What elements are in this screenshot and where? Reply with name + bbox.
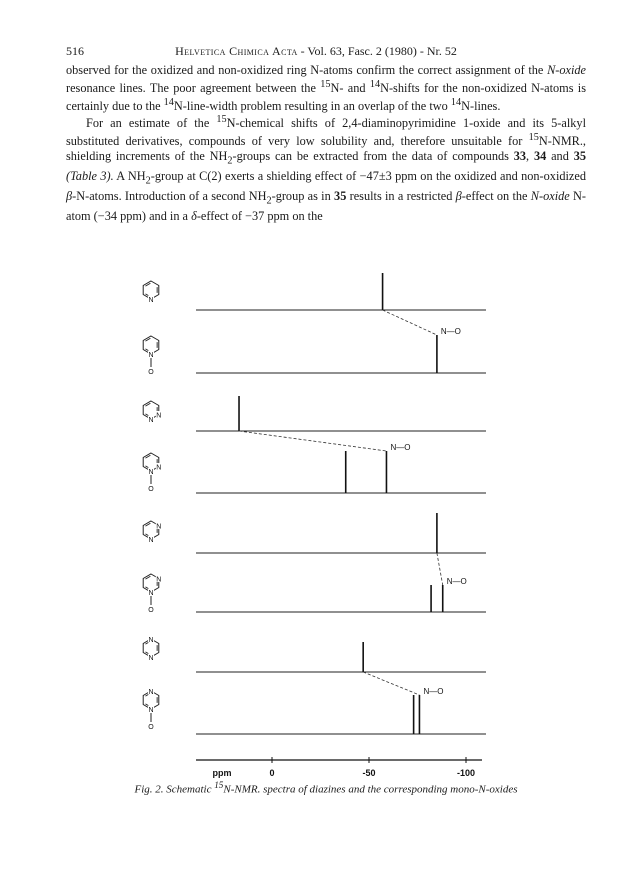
isotope-sup: 15 (320, 78, 331, 90)
journal-name: Helvetica Chimica Acta (175, 44, 298, 58)
page-number: 516 (66, 44, 84, 58)
spectra (196, 273, 486, 734)
text-run: -effect of −37 ppm on the (196, 209, 323, 224)
tick-label: -50 (362, 768, 376, 778)
atom-n: N (148, 689, 154, 696)
atom-o: O (148, 724, 154, 731)
molecule-structure (143, 336, 159, 376)
caption-text: Schematic (166, 783, 215, 796)
isotope-sup: 14 (450, 96, 462, 108)
molecule-structure (143, 688, 159, 732)
isotope-sup: 15 (528, 132, 539, 144)
text-run: N-lines. (461, 98, 501, 113)
compound-35: 35 (334, 189, 347, 204)
greek-beta: β (455, 189, 462, 204)
text-run: N-oxide (547, 63, 586, 77)
text-run: -group at C(2) exerts a shielding effect of −47±3 ppm on the oxidized and non-oxidized (150, 169, 586, 184)
atom-n: N (156, 412, 162, 420)
structures (143, 281, 162, 731)
text-run: -N-atoms. Introduction of a second NH (72, 189, 267, 204)
noxide-label: N—O (440, 327, 461, 336)
shift-correlation-dashed (363, 672, 419, 695)
atom-n: N (148, 707, 154, 714)
text-run: A NH (113, 169, 146, 184)
text-run: N-line-width problem resulting in an overlap of the two (173, 98, 451, 113)
isotope-sup: 14 (163, 96, 174, 108)
greek-beta: β (66, 189, 73, 204)
table-reference: (Table 3). (66, 169, 114, 184)
text-run: -effect on the (461, 189, 531, 204)
tick-label: -100 (456, 768, 476, 778)
compound-35: 35 (573, 148, 586, 163)
journal-volume: - Vol. 63, Fasc. 2 (1980) - Nr. 52 (297, 44, 457, 58)
text-run: For an estimate of the (86, 116, 217, 131)
molecule-structure (143, 574, 162, 614)
isotope-sup: 14 (369, 78, 381, 90)
noxide-label: N—O (446, 577, 467, 586)
compound-34: 34 (533, 148, 547, 163)
shift-correlation-dashed (383, 310, 437, 335)
text-run: N- and (330, 80, 370, 95)
caption-label: Fig. 2. (134, 783, 167, 796)
shift-correlation-dashed (239, 431, 386, 451)
text-run: and (546, 148, 574, 163)
text-run: observed for the oxidized and non-oxidized ring N-atoms confirm the correct assignment of the (66, 63, 548, 77)
subscript: 2 (145, 175, 151, 187)
atom-n: N (148, 469, 154, 476)
greek-delta: δ (191, 209, 197, 224)
text-run: -groups can be extracted from the data of compounds (232, 148, 514, 163)
caption-text: N-NMR. spectra of diazines and the corresponding mono-N-oxides (223, 783, 518, 796)
figure-caption (66, 780, 586, 796)
atom-n: N (148, 637, 154, 644)
noxide-label: N—O (390, 443, 411, 452)
text-run: N-atom (−34 ppm) and in a (66, 189, 586, 224)
atom-n: N (148, 297, 154, 304)
subscript: 2 (227, 155, 233, 167)
text-run: N-shifts for the non-oxidized N-atoms is certainly due to the (66, 80, 586, 113)
isotope-sup: 15 (216, 114, 227, 126)
text-run: N-chemical shifts of 2,4-diaminopyrimidine 1-oxide and its 5-alkyl substituted derivatives, compounds of very low solubility and, therefore unsuitable for (66, 116, 586, 149)
text-run: N-NMR., shielding increments of the NH (66, 134, 586, 163)
molecule-structure (143, 636, 159, 663)
shift-correlation-dashed (437, 553, 443, 585)
atom-n: N (156, 523, 162, 531)
text-run: resonance lines. The poor agreement between the (66, 80, 321, 95)
noxide-label: N—O (423, 687, 444, 696)
atom-n: N (148, 537, 154, 544)
tick-label: 0 (269, 768, 275, 778)
atom-o: O (148, 369, 154, 376)
atom-o: O (148, 607, 154, 614)
axis-label: ppm (212, 768, 232, 778)
text-run: N-oxide (530, 189, 570, 204)
atom-n: N (148, 590, 154, 597)
molecule-structure (143, 281, 159, 304)
text-run: results in a restricted (346, 189, 456, 204)
subscript: 2 (266, 195, 272, 207)
atom-n: N (148, 417, 154, 424)
text-run: , (526, 148, 534, 163)
caption-sup: 15 (214, 780, 224, 790)
compound-33: 33 (513, 148, 527, 163)
ppm-axis (196, 757, 482, 778)
atom-o: O (148, 486, 154, 493)
atom-n: N (148, 655, 154, 662)
molecule-structure (143, 401, 162, 424)
atom-n: N (148, 352, 154, 359)
molecule-structure (143, 453, 162, 493)
atom-n: N (156, 464, 162, 472)
atom-n: N (156, 576, 162, 584)
text-run: -group as in (271, 189, 335, 204)
molecule-structure (143, 521, 162, 544)
